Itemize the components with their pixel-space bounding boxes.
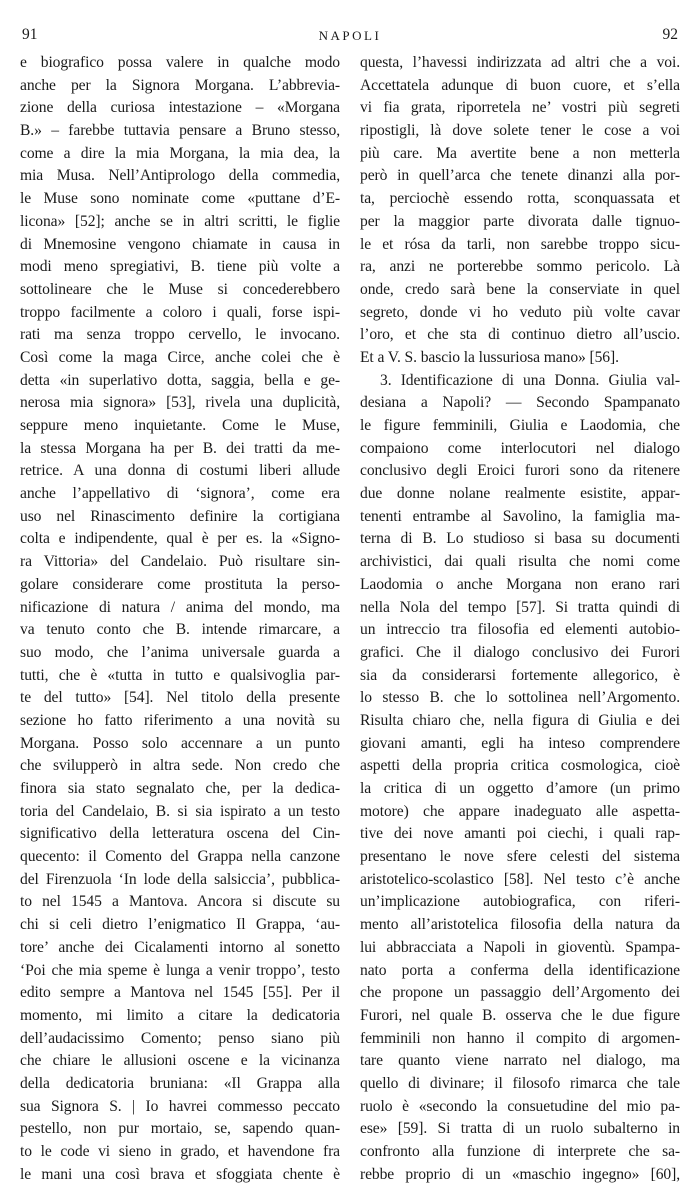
text-line: aspetti della propria critica cosmologica, cioè — [360, 757, 680, 775]
text-line: anche per la Signora Morgana. L’abbrevia- — [20, 76, 340, 94]
right-column — [360, 52, 680, 1183]
text-line: ra Vittoria» del Candelaio. Può risultare sin- — [20, 553, 340, 571]
text-line: momento, mi limito a citare la dedicatoria — [20, 1006, 340, 1024]
text-line: la critica di un oggetto d’amore (un primo — [360, 780, 680, 797]
text-line: aristotelico-scolastico [58]. Nel testo c’è anche — [360, 870, 680, 888]
text-line: ta, perciochè essendo rotta, sconquassata et — [360, 190, 680, 208]
text-line: ra, anzi ne porterebbe sommo pericolo. Là — [360, 258, 680, 276]
text-line: mia Musa. Nell’Antiprologo della commedia, — [20, 167, 340, 185]
text-line: dell’audacissimo Comento; penso siano più — [20, 1029, 340, 1047]
text-line: desiana a Napoli? — Secondo Spampanato — [360, 394, 680, 412]
text-line: le mani una così brava et sfoggiata chente è — [20, 1165, 340, 1183]
text-line: golare considerare come prostituta la perso- — [20, 575, 340, 593]
text-line: Morgana. Posso solo accennare a un punto — [20, 734, 340, 752]
text-line: due donne nolane realmente esistite, appar- — [360, 485, 680, 503]
text-line: finora sia stato segnalato che, per la dedica- — [20, 780, 340, 797]
text-line: grafici. Che il dialogo conclusivo dei Furori — [360, 643, 680, 661]
text-line: anche l’appellativo di ‘signora’, come era — [20, 485, 340, 503]
text-line: motore) che appare inadeguato alle aspetta- — [360, 802, 680, 820]
text-line: questa, l’havessi indirizzata ad altri che a voi. — [360, 54, 680, 71]
text-line: sua Signora S. | Io havrei commesso peccato — [20, 1097, 340, 1115]
text-line: tutti, che è «tutta in tutto e qualsivoglia par- — [20, 666, 340, 684]
text-line: ‘Poi che mia speme è lunga a venir troppo’, testo — [20, 961, 340, 979]
text-line: retrice. A una donna di costumi liberi allude — [20, 462, 340, 480]
left-column — [20, 52, 340, 1183]
text-line: un intreccio tra filosofia ed elementi autobio- — [360, 621, 680, 639]
text-line: come a dire la mia Morgana, la mia dea, la — [20, 144, 340, 162]
text-line: e biografico possa valere in qualche modo — [20, 54, 340, 71]
text-line: Accettatela adunque di buon cuore, et s’ella — [360, 76, 680, 94]
text-line: per la maggior parte divorata dalle tignuo- — [360, 212, 680, 230]
text-line: sia da considerarsi fortemente allegorico, è — [360, 666, 680, 684]
text-line: troppo facilmente a coloro i quali, forse ispi- — [20, 303, 340, 321]
page-number-right: 92 — [662, 26, 678, 43]
text-line: Risulta chiaro che, nella figura di Giulia e dei — [360, 711, 680, 729]
text-line: confronto alla funzione di interprete che sa- — [360, 1143, 680, 1160]
text-line: vi fia grata, riporretela ne’ vostri più segreti — [360, 99, 680, 117]
text-line: che chiare le allusioni oscene e la vicinanza — [20, 1052, 340, 1070]
text-line: sezione ho fatto riferimento a una novità su — [20, 711, 340, 729]
text-line: va tenuto conto che B. intende rimarcare, a — [20, 621, 340, 639]
text-line: modi meno spregiativi, B. tiene più volte a — [20, 258, 340, 276]
text-line: compaiono come interlocutori nel dialogo — [360, 439, 680, 457]
text-line: però in quell’arca che tenete dinanzi alla por- — [360, 167, 680, 185]
text-line: onde, credo sarà bene la conserviate in quel — [360, 280, 680, 298]
text-line: le figure femminili, Giulia e Laodomia, che — [360, 417, 680, 434]
text-line: Così come la maga Circe, anche colei che è — [20, 348, 340, 366]
text-line: rati ma senza troppo cervello, le invocano. — [20, 326, 340, 344]
text-line: quecento: il Comento del Grappa nella canzone — [20, 848, 340, 866]
text-line: to le code vi sieno in grado, et havendone fra — [20, 1143, 340, 1160]
text-line: presentano le nove sfere celesti del sistema — [360, 848, 680, 866]
text-line: ripostigli, là dove solete tener le cose a voi — [360, 122, 680, 140]
text-line: tenenti entrambe al Savolino, la famiglia ma- — [360, 507, 680, 525]
text-line: le Muse sono nominate come «puttane d’E- — [20, 190, 340, 208]
text-line: to nel 1545 a Mantova. Ancora si discute su — [20, 893, 340, 911]
text-line: che propone un passaggio dell’Argomento dei — [360, 984, 680, 1002]
text-line: la stessa Morgana ha per B. dei tratti da me- — [20, 439, 340, 457]
page-number-left: 91 — [22, 26, 38, 43]
text-line: mento all’aristotelica filosofia della natura da — [360, 916, 680, 934]
text-line: del Firenzuola ‘In lode della salsiccia’, pubblica- — [20, 870, 340, 888]
text-line: sottolineare che le Muse si concederebbero — [20, 280, 340, 298]
text-line: seppure meno inquietante. Come le Muse, — [20, 417, 340, 434]
text-line: colta e indipendente, qual è per es. la «Signo- — [20, 530, 340, 548]
text-line: nato porta a conferma della identificazione — [360, 961, 680, 979]
text-line: nella Nola del tempo [57]. Si tratta quindi di — [360, 598, 680, 616]
text-line: le et rósa da tarli, non sarebbe troppo sicu- — [360, 235, 680, 253]
text-line: rebbe proprio di un «maschio ingegno» [60], — [360, 1165, 680, 1183]
text-line: chi si celi dietro l’enigmatico Il Grappa, ‘au- — [20, 916, 340, 934]
text-line: terna di B. Lo studioso si basa su documenti — [360, 530, 680, 548]
text-line: segreto, donde vi ho veduto più volte cavar — [360, 303, 680, 321]
text-line: tare quanto viene narrato nel dialogo, ma — [360, 1052, 680, 1070]
text-line: B.» – farebbe tuttavia pensare a Bruno stesso, — [20, 122, 340, 140]
text-line: uso nel Rinascimento definire la cortigiana — [20, 507, 340, 525]
text-line: ruolo è «secondo la consuetudine del mio pa- — [360, 1097, 680, 1115]
text-line: te del tutto» [54]. Nel titolo della presente — [20, 689, 340, 707]
text-line: archivistici, dai quali risulta che nomi come — [360, 553, 680, 571]
running-title: NAPOLI — [318, 28, 382, 43]
text-line: un’implicazione autobiografica, con riferi- — [360, 893, 680, 911]
text-line: zione della curiosa intestazione – «Morgana — [20, 99, 340, 117]
text-line: detta «in superlativo dotta, saggia, bella e ge- — [20, 371, 340, 389]
text-line: della dedicatoria bruniana: «Il Grappa alla — [20, 1074, 340, 1092]
text-line: più care. Ma avertite bene a non metterla — [360, 144, 680, 162]
text-line: conclusivo degli Eroici furori sono da ritenere — [360, 462, 680, 480]
text-line: licona» [52]; anche se in altri scritti, le figlie — [20, 212, 340, 230]
text-line: quello di divinare; il filosofo rimarca che tale — [360, 1074, 680, 1092]
text-line: lo stesso B. che lo sottolinea nell’Argomento. — [360, 689, 680, 707]
text-line: toria del Candelaio, B. si sia ispirato a un testo — [20, 802, 340, 820]
text-line: Laodomia o anche Morgana non erano rari — [360, 575, 680, 593]
text-line: 3. Identificazione di una Donna. Giulia val- — [380, 371, 680, 389]
text-line: nerosa mia signora» [53], rivela una duplicità, — [20, 394, 340, 412]
text-line: di Mnemosine vengono chiamate in causa in — [20, 235, 340, 253]
text-line: Et a V. S. bascio la lussuriosa mano» [56]. — [360, 348, 619, 366]
text-line: tore’ anche dei Cicalamenti intorno al sonetto — [20, 938, 340, 956]
text-line: nificazione di natura / anima del mondo, ma — [20, 598, 340, 616]
text-line: suo modo, che l’anima universale guarda a — [20, 643, 340, 661]
page-header — [22, 26, 678, 46]
text-line: ese» [59]. Si tratta di un ruolo subalterno in — [360, 1120, 680, 1138]
text-line: lui abbracciata a Napoli in gioventù. Spampa- — [360, 938, 680, 956]
text-line: femminili non hanno il compito di argomen- — [360, 1029, 680, 1047]
text-line: tive dei nove amanti poi ciechi, i quali rap- — [360, 825, 680, 843]
text-line: edito sempre a Mantova nel 1545 [55]. Per il — [20, 984, 340, 1002]
text-line: l’oro, et che sta di continuo dietro all’uscio. — [360, 326, 680, 344]
text-line: che svilupperò in altra sede. Non credo che — [20, 757, 340, 775]
text-line: pestello, non pur mortaio, se, sapendo quan- — [20, 1120, 340, 1138]
text-line: Furori, nel quale B. osserva che le due figure — [360, 1006, 680, 1024]
text-line: significativo della letteratura oscena del Cin- — [20, 825, 340, 843]
text-line: giovani amanti, egli ha inteso comprendere — [360, 734, 680, 752]
